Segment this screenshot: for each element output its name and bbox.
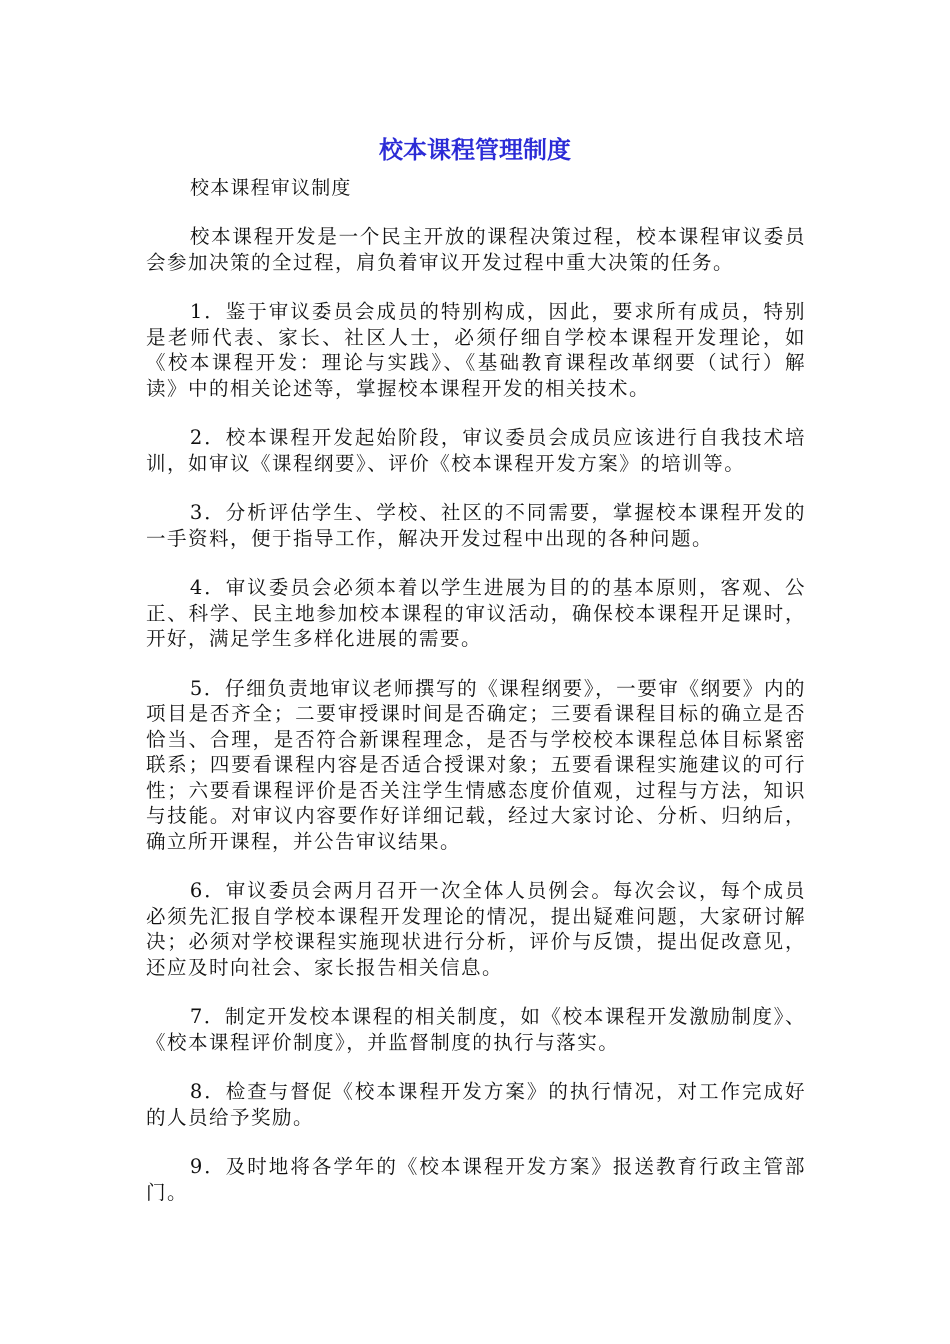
paragraph-item-1: 1．鉴于审议委员会成员的特别构成，因此，要求所有成员，特别是老师代表、家长、社区人士，必须仔细自学校本课程开发理论，如《校本课程开发：理论与实践》、《基础教育课程改革纲要（试行）解读》中的相关论述等，掌握校本课程开发的相关技术。: [146, 300, 806, 400]
paragraph-item-6: 6．审议委员会两月召开一次全体人员例会。每次会议，每个成员必须先汇报自学校本课程开发理论的情况，提出疑难问题，大家研讨解决；必须对学校课程实施现状进行分析，评价与反馈，提出促改意见，还应及时向社会、家长报告相关信息。: [146, 879, 806, 979]
paragraph-item-9: 9．及时地将各学年的《校本课程开发方案》报送教育行政主管部门。: [146, 1155, 806, 1204]
document-title: 校本课程管理制度: [379, 136, 571, 164]
paragraph-item-4: 4．审议委员会必须本着以学生进展为目的的基本原则，客观、公正、科学、民主地参加校本课程的审议活动，确保校本课程开足课时，开好，满足学生多样化进展的需要。: [146, 576, 806, 650]
section-subtitle: 校本课程审议制度: [190, 177, 352, 199]
paragraph-item-3: 3．分析评估学生、学校、社区的不同需要，掌握校本课程开发的一手资料，便于指导工作，解决开发过程中出现的各种问题。: [146, 501, 806, 550]
intro-paragraph: 校本课程开发是一个民主开放的课程决策过程，校本课程审议委员会参加决策的全过程，肩负着审议开发过程中重大决策的任务。: [146, 225, 806, 274]
document-body: [146, 224, 806, 1229]
paragraph-item-7: 7．制定开发校本课程的相关制度，如《校本课程开发激励制度》、《校本课程评价制度》，并监督制度的执行与落实。: [146, 1005, 806, 1054]
paragraph-item-8: 8．检查与督促《校本课程开发方案》的执行情况，对工作完成好的人员给予奖励。: [146, 1080, 806, 1129]
paragraph-item-2: 2．校本课程开发起始阶段，审议委员会成员应该进行自我技术培训，如审议《课程纲要》、评价《校本课程开发方案》的培训等。: [146, 426, 806, 475]
paragraph-item-5: 5．仔细负责地审议老师撰写的《课程纲要》，一要审《纲要》内的项目是否齐全；二要审授课时间是否确定；三要看课程目标的确立是否恰当、合理，是否符合新课程理念，是否与学校校本课程总体目标紧密联系；四要看课程内容是否适合授课对象；五要看课程实施建议的可行性；六要看课程评价是否关注学生情感态度价值观，过程与方法，知识与技能。对审议内容要作好详细记载，经过大家讨论、分析、归纳后，确立所开课程，并公告审议结果。: [146, 676, 806, 853]
